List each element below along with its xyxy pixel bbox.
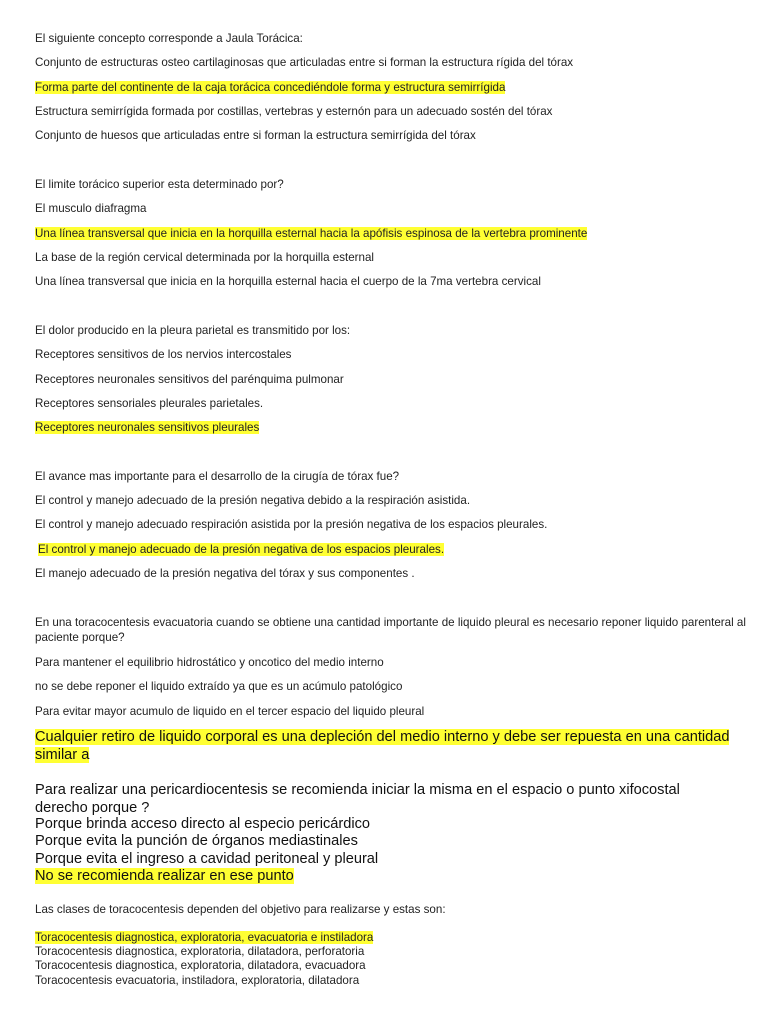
- question-3: El dolor producido en la pleura parietal es transmitido por los:: [35, 324, 351, 337]
- q4-option-4: El manejo adecuado de la presión negativa del tórax y sus componentes .: [35, 567, 415, 580]
- q4-option-3-highlighted: [38, 542, 444, 558]
- q1-option-3: Estructura semirrígida formada por costillas, vertebras y esternón para un adecuado sostén del tórax: [35, 105, 553, 118]
- highlight-text: El control y manejo adecuado de la presión negativa de los espacios pleurales.: [38, 543, 445, 556]
- highlight-text: Una línea transversal que inicia en la horquilla esternal hacia la apófisis espinosa de la vertebra prominente: [35, 227, 588, 240]
- highlight-text: Forma parte del continente de la caja torácica concediéndole forma y estructura semirrígida: [35, 81, 506, 94]
- q1-option-4: Conjunto de huesos que articuladas entre si forman la estructura semirrígida del tórax: [35, 129, 476, 142]
- q2-option-4: Una línea transversal que inicia en la horquilla esternal hacia el cuerpo de la 7ma vertebra cervical: [35, 275, 541, 288]
- q6-option-3: Porque evita el ingreso a cavidad peritoneal y pleural: [35, 851, 379, 867]
- q2-option-1: El musculo diafragma: [35, 202, 147, 215]
- q3-option-1: Receptores sensitivos de los nervios intercostales: [35, 348, 292, 361]
- q4-option-2: El control y manejo adecuado respiración asistida por la presión negativa de los espacios pleurales.: [35, 518, 548, 531]
- q5-option-4-highlighted: [35, 728, 735, 764]
- question-5: En una toracocentesis evacuatoria cuando se obtiene una cantidad importante de liquido pleural es necesario reponer liquido parenteral al paciente porque?: [35, 616, 746, 644]
- question-7: Las clases de toracocentesis dependen del objetivo para realizarse y estas son:: [35, 903, 446, 916]
- question-2: El limite torácico superior esta determinado por?: [35, 178, 284, 191]
- q7-option-1-highlighted: [35, 931, 373, 945]
- q6-option-1: Porque brinda acceso directo al especio pericárdico: [35, 816, 371, 832]
- highlight-text: Receptores neuronales sensitivos pleurales: [35, 421, 260, 434]
- question-6: Para realizar una pericardiocentesis se recomienda iniciar la misma en el espacio o punto xifocostal derecho porque ?: [35, 782, 680, 816]
- q7-option-4: Toracocentesis evacuatoria, instiladora, exploratoria, dilatadora: [35, 973, 360, 987]
- q5-option-1: Para mantener el equilibrio hidrostático y oncotico del medio interno: [35, 656, 384, 669]
- q6-option-2: Porque evita la punción de órganos mediastinales: [35, 833, 358, 849]
- highlight-text: Toracocentesis diagnostica, exploratoria, evacuatoria e instiladora: [35, 931, 374, 944]
- q7-options: [35, 931, 373, 988]
- question-1: El siguiente concepto corresponde a Jaula Torácica:: [35, 32, 303, 45]
- highlight-text: No se recomienda realizar en ese punto: [35, 868, 294, 884]
- q1-option-1: Conjunto de estructuras osteo cartilaginosas que articuladas entre si forman la estructura rígida del tórax: [35, 56, 574, 69]
- highlight-text: Cualquier retiro de liquido corporal es una depleción del medio interno y debe ser repuesta en una cantidad similar a: [35, 729, 730, 763]
- q1-option-2-highlighted: [35, 80, 505, 96]
- q5-option-3: Para evitar mayor acumulo de liquido en el tercer espacio del liquido pleural: [35, 705, 425, 718]
- question-4: El avance mas importante para el desarrollo de la cirugía de tórax fue?: [35, 470, 400, 483]
- q2-option-3: La base de la región cervical determinada por la horquilla esternal: [35, 251, 374, 264]
- q3-option-3: Receptores sensoriales pleurales parietales.: [35, 397, 264, 410]
- q5-option-2: no se debe reponer el liquido extraído ya que es un acúmulo patológico: [35, 680, 403, 693]
- q7-option-2: Toracocentesis diagnostica, exploratoria, dilatadora, perforatoria: [35, 945, 365, 959]
- q2-option-2-highlighted: [35, 226, 587, 242]
- q4-option-1: El control y manejo adecuado de la presión negativa debido a la respiración asistida.: [35, 494, 471, 507]
- q7-option-3: Toracocentesis diagnostica, exploratoria, dilatadora, evacuadora: [35, 959, 366, 973]
- q3-option-2: Receptores neuronales sensitivos del parénquima pulmonar: [35, 373, 344, 386]
- q6-option-4-highlighted: [35, 867, 294, 885]
- q3-option-4-highlighted: [35, 420, 259, 436]
